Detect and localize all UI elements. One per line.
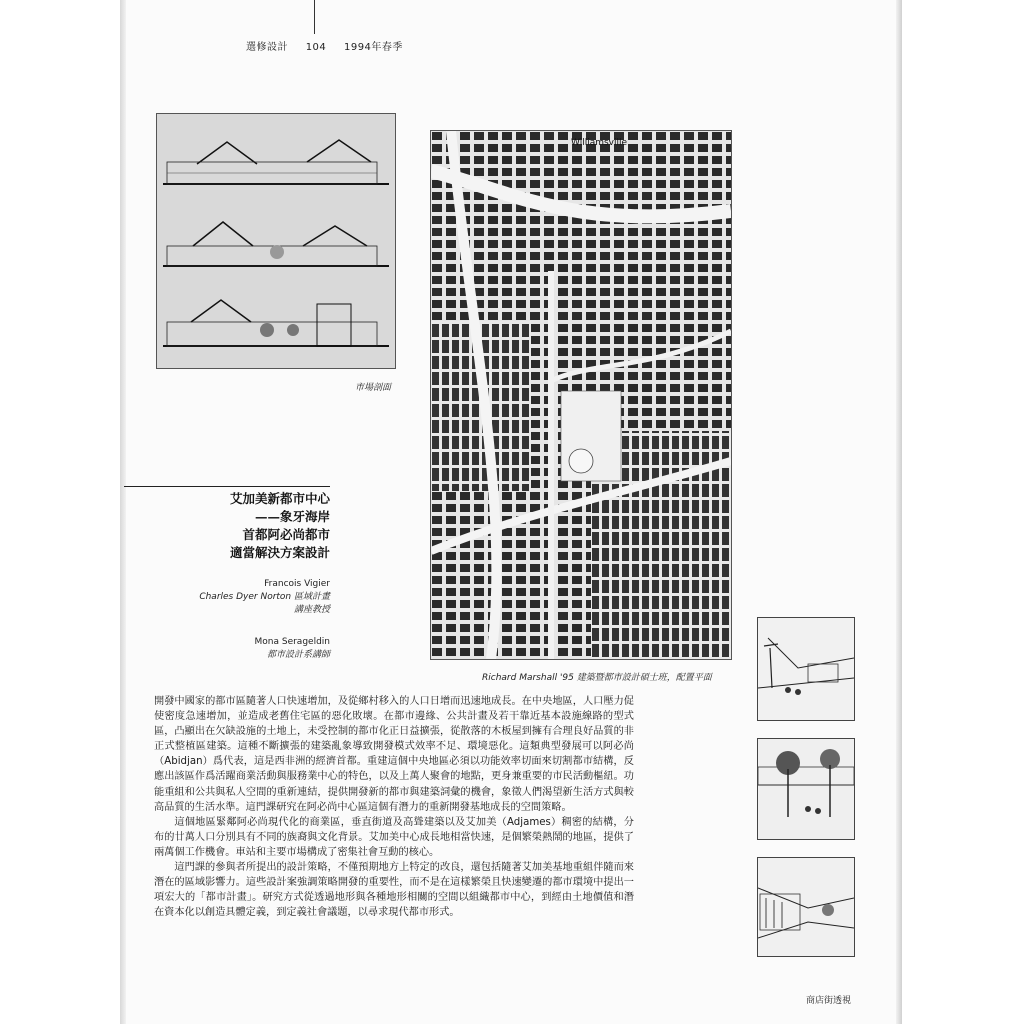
page-edge-right xyxy=(896,0,902,1024)
shop-street-perspective-2 xyxy=(757,738,855,840)
market-section-svg xyxy=(157,114,395,368)
title-line-2: ——象牙海岸 xyxy=(254,509,330,524)
shop-street-perspective-3 xyxy=(757,857,855,957)
site-plan-map xyxy=(430,130,732,660)
author-1 xyxy=(160,578,330,617)
author-2 xyxy=(160,636,330,662)
author-1-role-2: 講座教授 xyxy=(293,605,330,615)
header-section: 選修設計 xyxy=(246,42,288,53)
body-paragraph-2: 這個地區緊鄰阿必尚現代化的商業區，垂直街道及高聳建築以及艾加美（Adjames）稠密的結構，分布的廿萬人口分別具有不同的族裔與文化背景。艾加美中心成長地相當快速，是個繁榮熱鬧的地區，提供了兩萬個工作機會。車站和主要市場構成了密集社會互動的核心。 xyxy=(154,816,634,858)
header-page-number: 104 xyxy=(305,42,327,53)
body-paragraph-3: 這門課的參與者所提出的設計策略，不僅預期地方上特定的改良，還包括隨著艾加美基地重組伴隨而來潛在的區域影響力。這些設計案強調策略開發的重要性，而不是在這樣繁榮且快速變遷的都市環境中提出一項宏大的「都市計畫」。研究方式從透過地形與各種地形相關的空間以組織都市中心，到經由土地價值和潛在資本化以創造具體定義，到定義社會議題，以尋求現代都市形式。 xyxy=(154,862,634,919)
caption-shop-street: 商店街透視 xyxy=(806,996,852,1006)
title-line-3: 首都阿必尚都市 xyxy=(242,527,330,542)
article-title xyxy=(190,490,330,562)
body-text xyxy=(154,694,634,920)
caption-market-section: 市場剖面 xyxy=(355,383,392,393)
title-line-4: 適當解決方案設計 xyxy=(229,545,330,560)
site-plan-svg xyxy=(431,131,731,659)
author-1-role-1: Charles Dyer Norton 區域計畫 xyxy=(199,592,330,602)
market-section-drawing xyxy=(156,113,396,369)
caption-site-plan: Richard Marshall '95 建築暨都市設計碩士班，配置平面 xyxy=(482,673,712,683)
author-2-role-1: 都市設計系講師 xyxy=(266,650,330,660)
author-1-name: Francois Vigier xyxy=(264,579,330,589)
author-2-name: Mona Serageldin xyxy=(254,637,330,647)
body-paragraph-1: 開發中國家的都市區隨著人口快速增加，及從鄉村移入的人口日增而迅速地成長。在中央地區，人口壓力促使密度急速增加，並造成老舊住宅區的惡化敗壞。在都市邊緣、公共計畫及若干靠近基本設施線路的型式區，凸顯出在欠缺設施的土地上，未受控制的都市化正日益擴張，從散落的木板屋到擁有合理良好品質的非正式整植區建築。這種不斷擴張的建築亂象導致開發模式效率不足、環境惡化。這類典型發展可以阿必尚（Abidjan）爲代表，這是西非洲的經濟首都。重建這個中央地區必須以功能效率切面來切割都市結構，反應出該區作爲活躍商業活動與服務業中心的特色，以及上萬人聚會的地點，更身兼重要的市民活動樞紐。功能重組和公共與私人空間的重新連結，提供開發新的都市與建築詞彙的機會，象徵人們渴望新生活方式與較高品質的生活水準。這門課研究在阿必尚中心區這個有潛力的重新開發基地成長的空間策略。 xyxy=(154,696,634,813)
map-label-williamsville: Williamsville xyxy=(571,138,628,148)
title-line-1: 艾加美新都市中心 xyxy=(229,491,330,506)
title-rule xyxy=(124,486,330,487)
header-issue: 1994年春季 xyxy=(343,42,403,53)
page-edge-left xyxy=(120,0,126,1024)
top-rule xyxy=(314,0,315,34)
shop-street-perspective-1 xyxy=(757,617,855,721)
running-header xyxy=(246,38,417,53)
